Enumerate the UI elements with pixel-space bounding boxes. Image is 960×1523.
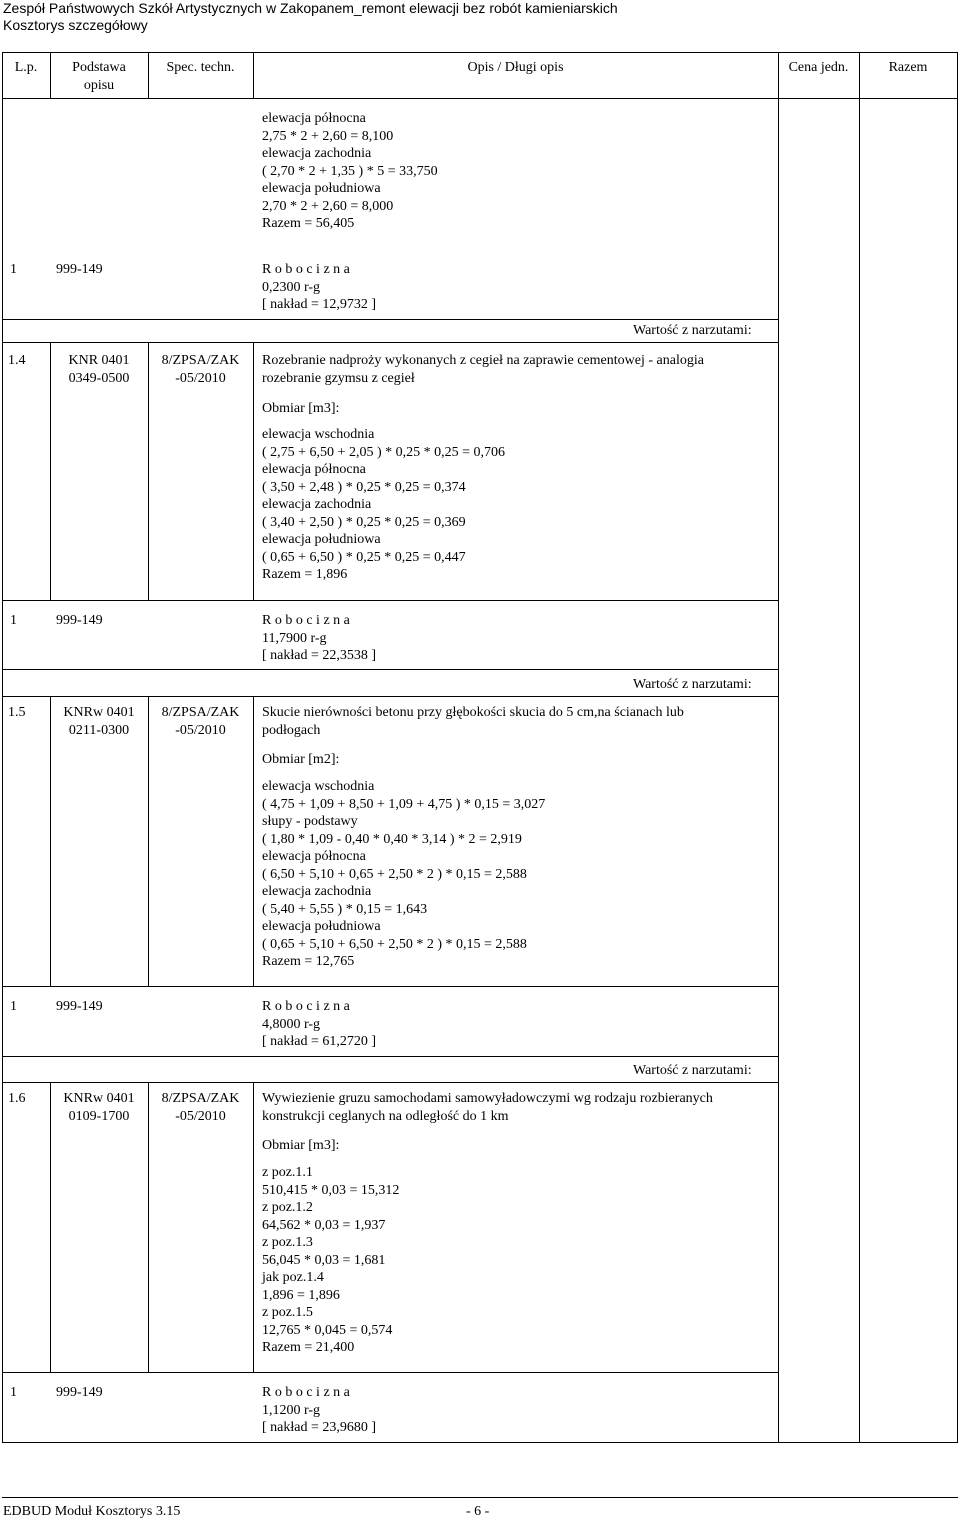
row-separator [2,1372,778,1373]
labor-details: R o b o c i z n a 4,8000 r-g [ nakład = 61,2720 ] [262,999,377,1049]
labor-qty: 1 [10,613,17,628]
col-border-spec [253,342,254,600]
col-border-lp [50,696,51,986]
table-top-border [2,52,958,53]
col-border-cena [859,52,860,1443]
col-border-left [2,52,3,1443]
table-bottom-border [2,1442,958,1443]
labor-details: R o b o c i z n a 0,2300 r-g [ nakład = 12,9732 ] [262,262,377,312]
carryover-calculation: elewacja północna 2,75 * 2 + 2,60 = 8,100 elewacja zachodnia ( 2,70 * 2 + 1,35 ) * 5 = 33,750 elewacja południowa 2,70 * 2 + 2,60 = 8,000 Razem = 56,405 [262,111,438,231]
position-basis: KNRw 0401 0109-1700 [63,1091,135,1124]
position-spec: 8/ZPSA/ZAK -05/2010 [161,353,240,386]
col-header-spec: Spec. techn. [166,60,235,75]
row-separator [2,342,778,343]
footer-software: EDBUD Moduł Kosztorys 3.15 [3,1504,181,1519]
position-basis: KNRw 0401 0211-0300 [63,705,135,738]
col-header-lp: L.p. [14,60,38,75]
col-border-spec [253,696,254,986]
labor-code: 999-149 [56,999,103,1014]
col-header-opis: Opis / Długi opis [467,60,564,75]
position-description: Rozebranie nadproży wykonanych z cegieł na zaprawie cementowej - analogia rozebranie gzymsu z cegieł [262,353,704,386]
col-border-spec [253,1082,254,1372]
col-border-podstawa [148,1082,149,1372]
position-number: 1.6 [8,1091,26,1106]
header-bottom-border [2,98,958,99]
labor-code: 999-149 [56,262,103,277]
position-number: 1.5 [8,705,26,720]
measure-calculation: z poz.1.1 510,415 * 0,03 = 15,312 z poz.1.2 64,562 * 0,03 = 1,937 z poz.1.3 56,045 * 0,03 = 1,681 jak poz.1.4 1,896 = 1,896 z poz.1.5 12,765 * 0,045 = 0,574 Razem = 21,400 [262,1165,400,1355]
row-separator [2,319,778,320]
col-header-cena: Cena jedn. [788,60,849,75]
row-separator [2,669,778,670]
position-description: Wywiezienie gruzu samochodami samowyładowczymi wg rodzaju rozbieranych konstrukcji ceglanych na odległość do 1 km [262,1091,713,1124]
value-with-markup-label: Wartość z narzutami: [633,677,752,692]
measure-label: Obmiar [m2]: [262,752,340,767]
row-separator [2,600,778,601]
measure-calculation: elewacja wschodnia ( 2,75 + 6,50 + 2,05 ) * 0,25 * 0,25 = 0,706 elewacja północna ( 3,50 + 2,48 ) * 0,25 * 0,25 = 0,374 elewacja zachodnia ( 3,40 + 2,50 ) * 0,25 * 0,25 = 0,369 elewacja południowa ( 0,65 + 6,50 ) * 0,25 * 0,25 = 0,447 Razem = 1,896 [262,427,506,582]
row-separator [2,1082,778,1083]
col-border-lp [50,1082,51,1372]
row-separator [2,986,778,987]
labor-code: 999-149 [56,613,103,628]
value-with-markup-label: Wartość z narzutami: [633,1063,752,1078]
footer-page-number: - 6 - [466,1504,490,1519]
measure-label: Obmiar [m3]: [262,401,340,416]
labor-code: 999-149 [56,1385,103,1400]
labor-qty: 1 [10,999,17,1014]
col-border-podstawa [148,696,149,986]
row-separator [2,696,778,697]
labor-details: R o b o c i z n a 11,7900 r-g [ nakład = 22,3538 ] [262,613,377,663]
col-border-opis [778,52,779,1443]
measure-label: Obmiar [m3]: [262,1138,340,1153]
labor-qty: 1 [10,1385,17,1400]
measure-calculation: elewacja wschodnia ( 4,75 + 1,09 + 8,50 + 1,09 + 4,75 ) * 0,15 = 3,027 słupy - podstawy ( 1,80 * 1,09 - 0,40 * 0,40 * 3,14 ) * 2 = 2,919 elewacja północna ( 6,50 + 5,10 + 0,65 + 2,50 * 2 ) * 0,15 = 2,588 elewacja zachodnia ( 5,40 + 5,55 ) * 0,15 = 1,643 elewacja południowa ( 0,65 + 5,10 + 6,50 + 2,50 * 2 ) * 0,15 = 2,588 Razem = 12,765 [262,779,546,969]
col-header-podstawa: Podstawa opisu [72,60,126,93]
row-separator [2,1056,778,1057]
position-spec: 8/ZPSA/ZAK -05/2010 [161,705,240,738]
value-with-markup-label: Wartość z narzutami: [633,323,752,338]
position-basis: KNR 0401 0349-0500 [68,353,130,386]
position-number: 1.4 [8,353,26,368]
footer-rule [2,1497,958,1498]
col-border-right [957,52,958,1443]
labor-details: R o b o c i z n a 1,1200 r-g [ nakład = 23,9680 ] [262,1385,377,1435]
col-header-razem: Razem [888,60,928,75]
position-spec: 8/ZPSA/ZAK -05/2010 [161,1091,240,1124]
position-description: Skucie nierówności betonu przy głębokości skucia do 5 cm,na ścianach lub podłogach [262,705,684,738]
document-subtitle: Kosztorys szczegółowy [3,17,148,33]
labor-qty: 1 [10,262,17,277]
document-title: Zespół Państwowych Szkół Artystycznych w Zakopanem_remont elewacji bez robót kamieniarskich [3,0,618,16]
